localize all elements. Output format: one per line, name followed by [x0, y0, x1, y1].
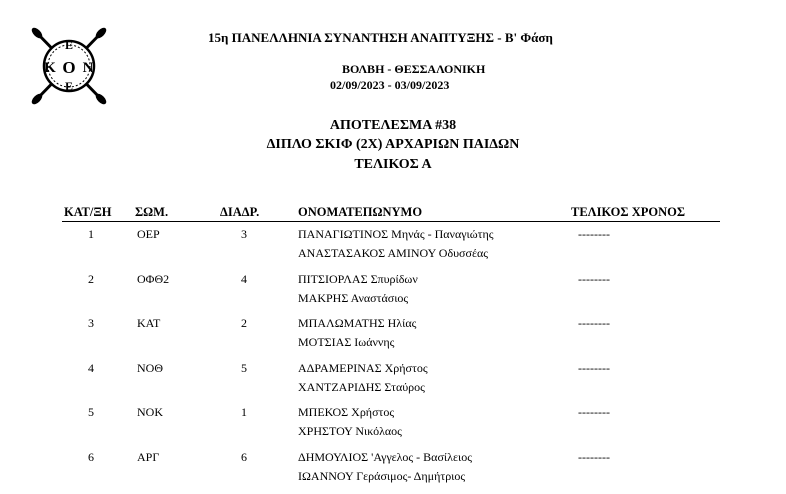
rank: 6 — [88, 449, 94, 464]
final-time: -------- — [578, 227, 610, 241]
federation-logo — [28, 18, 110, 114]
table-row — [0, 225, 786, 270]
header-divider — [62, 221, 720, 222]
club: ΝΟΚ — [137, 405, 163, 420]
logo-letter-right: Ν — [82, 60, 94, 76]
competition-title: 15η ΠΑΝΕΛΛΗΝΙΑ ΣΥΝΑΝΤΗΣΗ ΑΝΑΠΤΥΞΗΣ - Β' Φάση — [208, 30, 553, 45]
athlete-name: ΑΝΑΣΤΑΣΑΚΟΣ ΑΜΙΝΟΥ Οδυσσέας — [298, 246, 489, 260]
rank: 4 — [88, 360, 94, 375]
table-row — [0, 314, 786, 359]
logo-letter-center: Ο — [62, 58, 76, 77]
club: ΑΡΓ — [137, 449, 160, 464]
lane: 4 — [241, 271, 247, 286]
athlete-name: ΜΠΕΚΟΣ Χρήστος — [298, 405, 395, 420]
club: ΚΑΤ — [137, 316, 161, 331]
final-time: -------- — [578, 449, 610, 464]
final-time: -------- — [578, 271, 610, 286]
table-row — [0, 270, 786, 315]
rank: 2 — [88, 271, 94, 286]
rank: 5 — [88, 405, 94, 420]
table-row — [0, 359, 786, 404]
club: ΟΦΘ2 — [137, 271, 170, 286]
final-time: -------- — [578, 316, 610, 331]
club: ΟΕΡ — [137, 227, 160, 241]
venue: ΒΟΛΒΗ - ΘΕΣΣΑΛΟΝΙΚΗ — [342, 62, 486, 76]
athlete-name: ΧΑΝΤΖΑΡΙΔΗΣ Σταύρος — [298, 379, 425, 394]
athlete-name: ΧΡΗΣΤΟΥ Νικόλαος — [298, 424, 402, 439]
result-number: ΑΠΟΤΕΛΕΣΜΑ #38 — [329, 118, 457, 133]
rank: 1 — [88, 227, 94, 241]
header-lane: ΔΙΑΔΡ. — [220, 205, 260, 219]
athlete-name: ΠΙΤΣΙΟΡΛΑΣ Σπυρίδων — [298, 271, 418, 286]
athlete-name: ΜΟΤΣΙΑΣ Ιωάννης — [298, 335, 395, 350]
athlete-name: ΑΔΡΑΜΕΡΙΝΑΣ Χρήστος — [298, 360, 428, 375]
logo-letter-left: Κ — [44, 60, 56, 76]
event-name: ΔΙΠΛΟ ΣΚΙΦ (2Χ) ΑΡΧΑΡΙΩΝ ΠΑΙΔΩΝ — [266, 137, 520, 152]
final-time: -------- — [578, 360, 610, 375]
lane: 6 — [241, 449, 247, 464]
round-name: ΤΕΛΙΚΟΣ Α — [354, 157, 432, 172]
lane: 5 — [241, 360, 247, 375]
athlete-name: ΜΠΑΛΩΜΑΤΗΣ Ηλίας — [298, 316, 417, 331]
header-time: ΤΕΛΙΚΟΣ ΧΡΟΝΟΣ — [571, 205, 686, 219]
rank: 3 — [88, 316, 94, 331]
header-rank: ΚΑΤ/ΞΗ — [64, 205, 112, 219]
final-time: -------- — [578, 405, 610, 420]
logo-letter-bottom: Ε — [64, 79, 74, 93]
table-row — [0, 448, 786, 493]
dates: 02/09/2023 - 03/09/2023 — [330, 78, 450, 92]
table-row — [0, 403, 786, 448]
lane: 2 — [241, 316, 247, 331]
athlete-name: ΙΩΑΝΝΟΥ Γεράσιμος- Δημήτριος — [298, 468, 466, 483]
athlete-name: ΠΑΝΑΓΙΩΤΙΝΟΣ Μηνάς - Παναγιώτης — [298, 227, 494, 241]
header-name: ΟΝΟΜΑΤΕΠΩΝΥΜΟ — [298, 205, 423, 219]
athlete-name: ΜΑΚΡΗΣ Αναστάσιος — [298, 290, 409, 305]
header-club: ΣΩΜ. — [135, 205, 169, 219]
results-table — [0, 225, 786, 493]
logo-letter-top: Ε — [64, 38, 74, 52]
lane: 1 — [241, 405, 247, 420]
lane: 3 — [241, 227, 247, 241]
club: ΝΟΘ — [137, 360, 163, 375]
athlete-name: ΔΗΜΟΥΛΙΟΣ 'Αγγελος - Βασίλειος — [298, 449, 472, 464]
